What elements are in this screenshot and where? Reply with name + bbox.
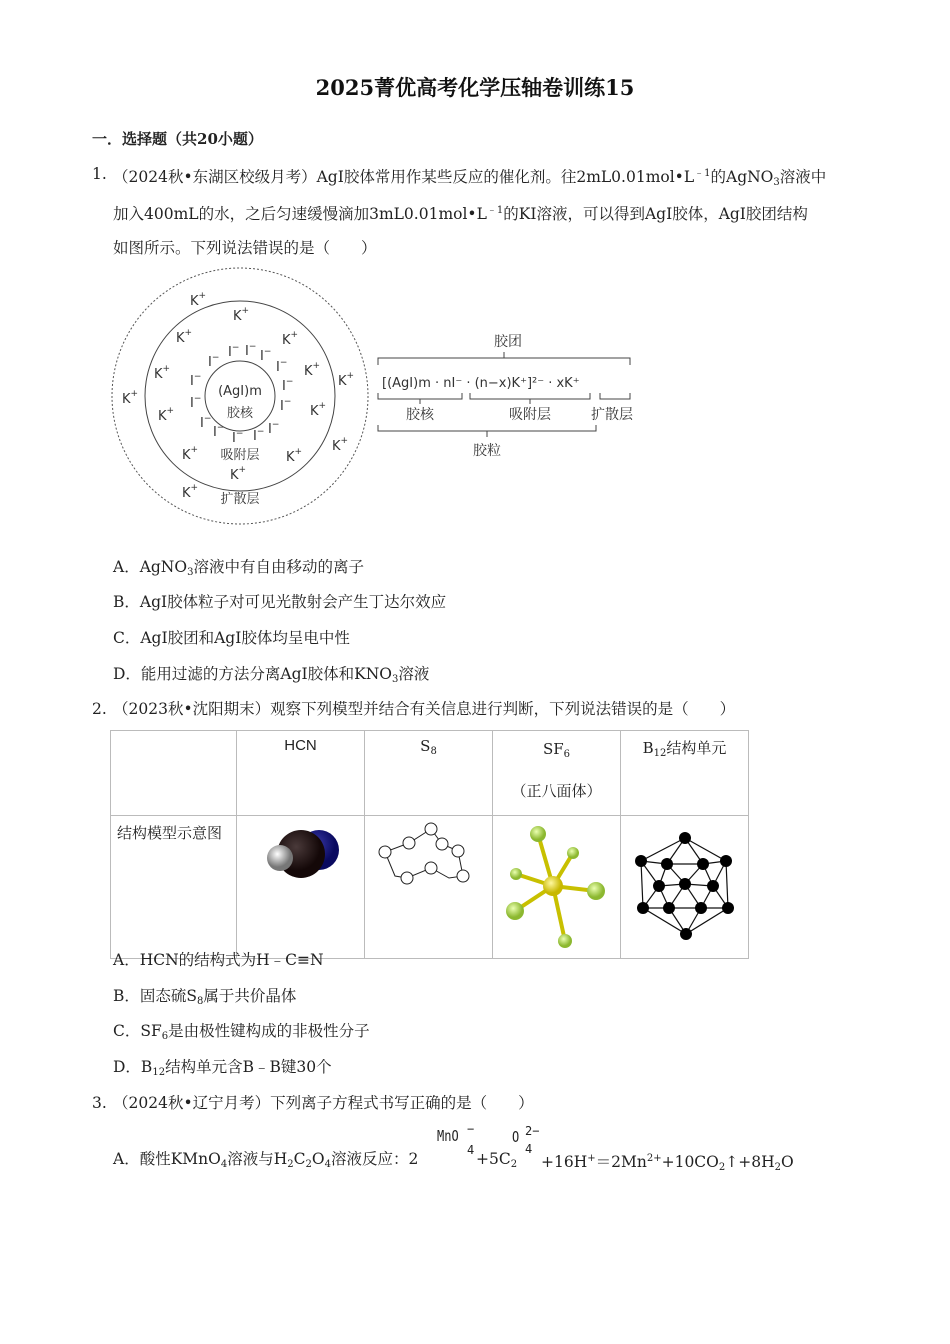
- q2-option-d: D．$B_{12}$结构单元含B﹣B键30个: [113, 1058, 332, 1078]
- b12-model-image: [621, 816, 748, 954]
- hcn-model-image: [237, 816, 364, 954]
- k-ion: K+: [176, 328, 193, 346]
- i-ion: I−: [228, 343, 240, 360]
- table-header-sf6: $SF_6$（正八面体）: [493, 731, 621, 816]
- k-ion: K+: [190, 291, 207, 309]
- sf6-model-cell: [493, 816, 621, 959]
- s8-model-cell: [365, 816, 493, 959]
- k-ion: K+: [310, 401, 327, 419]
- q2-number: 2.: [92, 700, 107, 718]
- k-ion: K+: [230, 465, 247, 483]
- plus-5c: $+5C_2$: [476, 1150, 518, 1170]
- q1-number: 1.: [92, 165, 107, 183]
- s8-model-image: [365, 816, 492, 954]
- q2-option-c: C．$SF_6$是由极性键构成的非极性分子: [113, 1022, 370, 1042]
- agi-colloid-diagram: [110, 265, 650, 530]
- b12-model-cell: [621, 816, 749, 959]
- q1-option-b: B．AgI胶体粒子对可见光散射会产生丁达尔效应: [113, 593, 447, 611]
- table-corner-cell: [111, 731, 237, 816]
- i-ion: I−: [282, 377, 294, 394]
- core-text: [218, 384, 262, 421]
- core-brace: [378, 393, 462, 404]
- mno4-ion-formula: MnO: [437, 1127, 459, 1145]
- k-ion: K+: [154, 364, 171, 382]
- micelle-label: 胶团: [494, 334, 522, 350]
- hydrogen-atom: [267, 845, 293, 871]
- i-ion: I−: [260, 347, 272, 364]
- q1-option-a: A．AgNO$_3$溶液中有自由移动的离子: [113, 558, 364, 578]
- particle-label: 胶粒: [473, 443, 501, 459]
- section-heading: 一．选择题（共20小题）: [92, 130, 263, 148]
- c2o4-oxygen: O: [512, 1128, 520, 1146]
- i-ion: I−: [208, 353, 220, 370]
- page-title: 2025菁优高考化学压轴卷训练15: [315, 75, 635, 100]
- i-ion: I−: [253, 427, 265, 444]
- diffuse-label-in-circle: 扩散层: [220, 492, 260, 507]
- table-header-hcn: HCN: [237, 731, 365, 816]
- table-header-s8: $S_8$: [365, 731, 493, 816]
- brace-diffuse-label: 扩散层: [591, 407, 633, 423]
- i-ion: I−: [232, 429, 244, 446]
- mno4-sup: −: [467, 1122, 475, 1136]
- adsorb-label-in-circle: 吸附层: [220, 448, 260, 463]
- i-ion: I−: [276, 358, 288, 375]
- diffuse-brace: [600, 393, 630, 399]
- k-ion: K+: [182, 483, 199, 501]
- q1-line3: 如图所示。下列说法错误的是（ ）: [113, 239, 377, 257]
- q1-option-c: C．AgI胶团和AgI胶体均呈电中性: [113, 629, 350, 647]
- brace-core-label: 胶核: [406, 407, 434, 423]
- k-ion: K+: [282, 330, 299, 348]
- c2o4-sup: 2−: [525, 1124, 540, 1138]
- i-ion: I−: [245, 342, 257, 359]
- q3-number: 3.: [92, 1094, 107, 1112]
- i-ion: I−: [200, 414, 212, 431]
- k-ion: K+: [158, 406, 175, 424]
- i-ion: I−: [268, 420, 280, 437]
- particle-brace: [378, 425, 596, 437]
- q2-option-a: A．HCN的结构式为H﹣C≡N: [113, 951, 324, 969]
- q3-stem: （2024秋•辽宁月考）下列离子方程式书写正确的是（ ）: [113, 1094, 534, 1112]
- micelle-brace: [378, 352, 630, 365]
- q3-equation-tail: $+16H^+=2Mn^{2+}+10CO_2↑+8H_2O$: [541, 1153, 794, 1173]
- mno4-sub: 4: [467, 1143, 475, 1157]
- c2o4-sub: 4: [525, 1142, 533, 1156]
- k-ion: K+: [122, 389, 139, 407]
- k-ion: K+: [286, 447, 303, 465]
- k-ion: K+: [304, 361, 321, 379]
- k-ion: K+: [182, 445, 199, 463]
- k-ion: K+: [332, 436, 349, 454]
- i-ion: I−: [280, 397, 292, 414]
- core-formula: (AgI)m: [218, 384, 262, 399]
- q1-option-d: D．能用过滤的方法分离AgI胶体和$KNO_3$溶液: [113, 665, 430, 685]
- i-ion: I−: [190, 372, 202, 389]
- table-header-b12: $B_{12}$结构单元: [621, 731, 749, 816]
- brace-adsorb-label: 吸附层: [509, 407, 551, 423]
- k-ion: K+: [338, 371, 355, 389]
- q1-line2: 加入400mL的水，之后匀速缓慢滴加$3mL0.01mol•L^{﹣1}$的KI溶液，可以得到AgI胶体，AgI胶团结构: [113, 205, 808, 223]
- adsorb-brace: [470, 393, 590, 404]
- model-table: [110, 730, 749, 959]
- q1-line1: （2024秋•东湖区校级月考）AgI胶体常用作某些反应的催化剂。往$2mL0.01mol•L^{﹣1}$的AgNO$_3$溶液中: [113, 168, 827, 188]
- k-ion: K+: [233, 306, 250, 324]
- table-row-label: 结构模型示意图: [111, 816, 237, 959]
- q2-stem: （2023秋•沈阳期末）观察下列模型并结合有关信息进行判断，下列说法错误的是（ ）: [113, 700, 736, 718]
- micelle-formula: [(AgI)m · nI⁻ · (n−x)K⁺]²⁻ · xK⁺: [382, 376, 580, 391]
- i-ion: I−: [190, 394, 202, 411]
- core-label: 胶核: [226, 406, 254, 421]
- q2-option-b: B．固态硫$S_8$属于共价晶体: [113, 987, 297, 1007]
- i-ion: I−: [213, 423, 225, 440]
- sf6-model-image: [493, 816, 620, 954]
- q3-option-a: A．酸性KMnO$_4$溶液与$H_2C_2O_4$溶液反应：2: [113, 1150, 419, 1170]
- hcn-model-cell: [237, 816, 365, 959]
